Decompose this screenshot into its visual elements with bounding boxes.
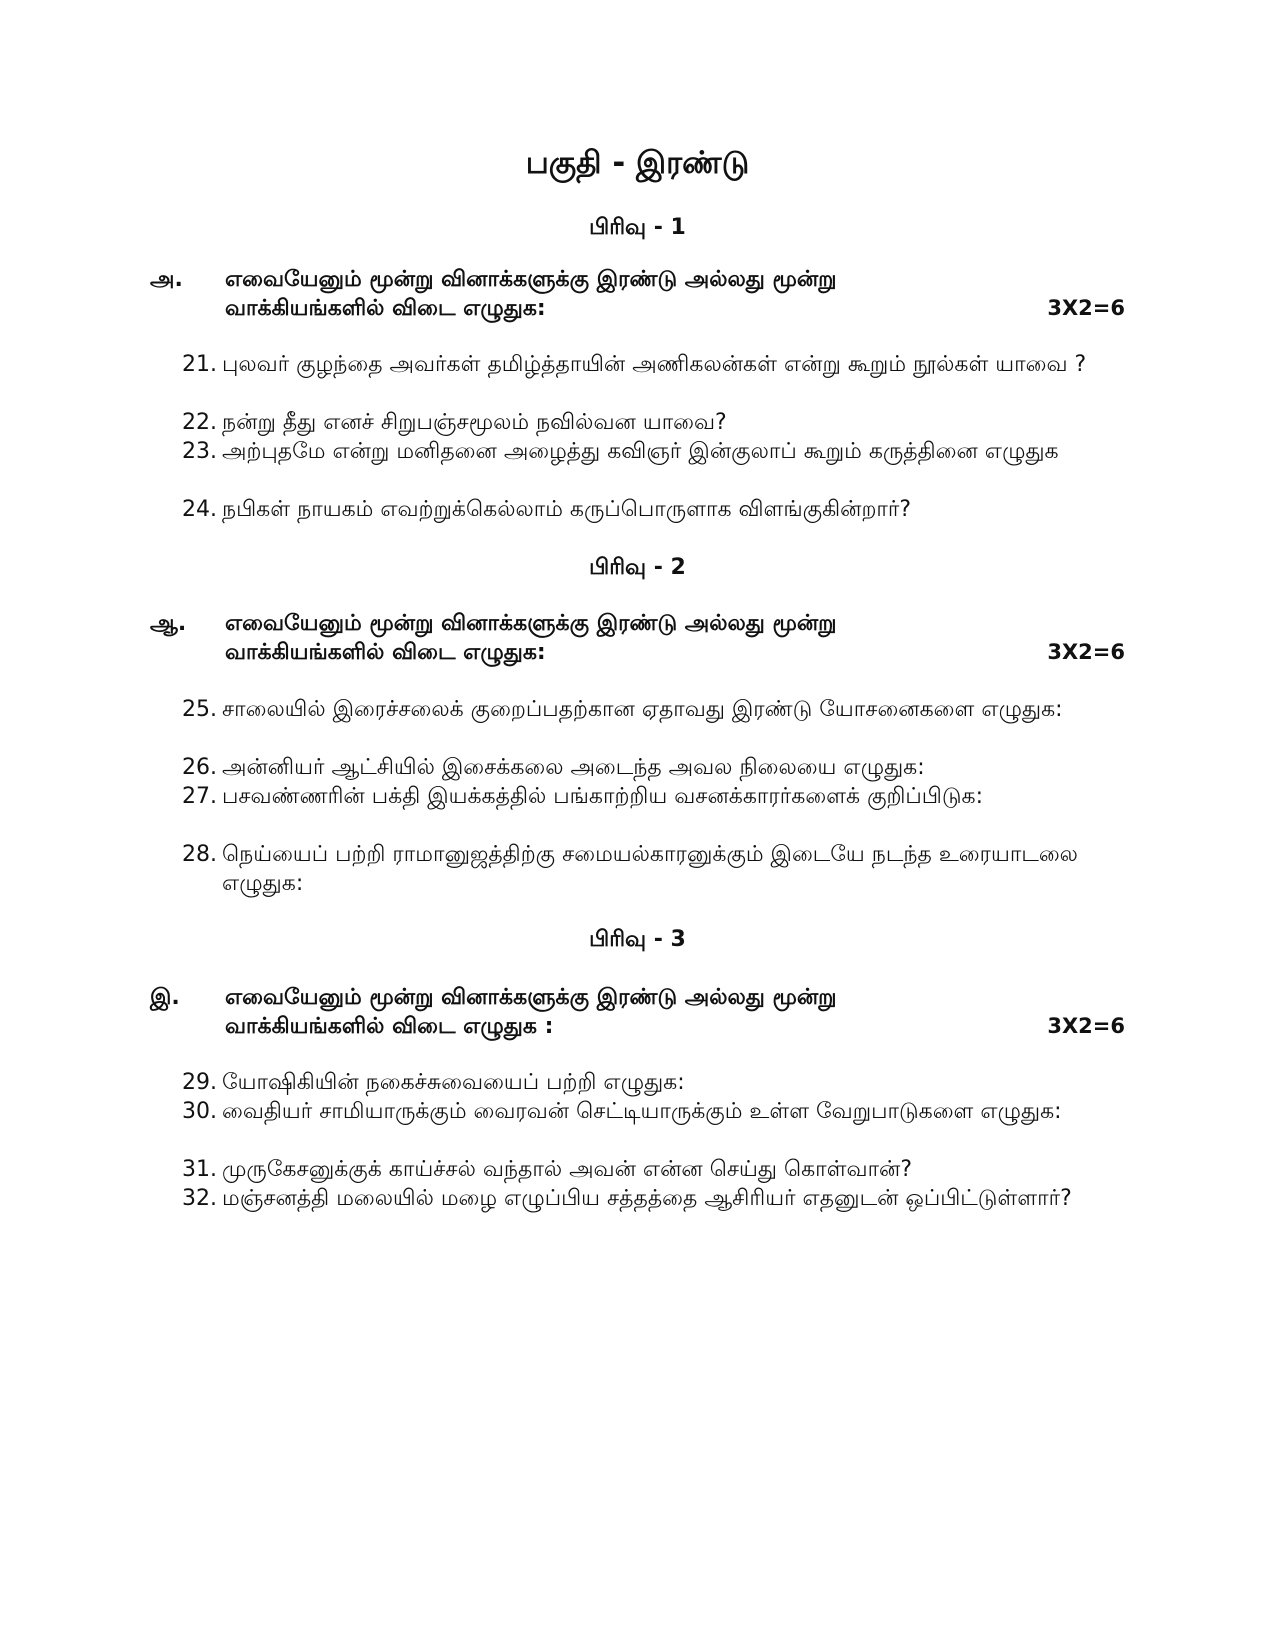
question-text: வைதியர் சாமியாருக்கும் வைரவன் செட்டியாருக்கும் உள்ள வேறுபாடுகளை எழுதுக: xyxy=(222,1099,1062,1124)
question-text: பசவண்ணரின் பக்தி இயக்கத்தில் பங்காற்றிய வசனக்காரர்களைக் குறிப்பிடுக: xyxy=(222,784,983,809)
section-1-instruction-line1: எவையேனும் மூன்று வினாக்களுக்கு இரண்டு அல்லது மூன்று xyxy=(225,267,837,292)
section-1-marks: 3X2=6 xyxy=(1047,296,1125,320)
question-text: யோஷிகியின் நகைச்சுவையைப் பற்றி எழுதுக: xyxy=(222,1070,685,1095)
section-1-instruction-line2: வாக்கியங்களில் விடை எழுதுக: xyxy=(225,296,546,321)
question-number: 21. xyxy=(182,352,217,377)
question-text: புலவர் குழந்தை அவர்கள் தமிழ்த்தாயின் அணிகலன்கள் என்று கூறும் நூல்கள் யாவை ? xyxy=(222,352,1087,377)
page-title: பகுதி - இரண்டு xyxy=(525,145,750,181)
section-2-letter: ஆ. xyxy=(150,611,187,636)
question-text: நன்று தீது எனச் சிறுபஞ்சமூலம் நவில்வன யாவை? xyxy=(222,410,727,435)
section-2-instruction-line2: வாக்கியங்களில் விடை எழுதுக: xyxy=(225,640,546,665)
question-text: நபிகள் நாயகம் எவற்றுக்கெல்லாம் கருப்பொருளாக விளங்குகின்றார்? xyxy=(222,497,912,522)
question-text: அன்னியர் ஆட்சியில் இசைக்கலை அடைந்த அவல நிலையை எழுதுக: xyxy=(222,755,925,780)
section-3-instruction-line2: வாக்கியங்களில் விடை எழுதுக : xyxy=(225,1014,554,1039)
section-2-heading: பிரிவு - 2 xyxy=(589,555,686,580)
question-number: 22. xyxy=(182,410,217,435)
question-number: 32. xyxy=(182,1186,217,1211)
question-text: நெய்யைப் பற்றி ராமானுஜத்திற்கு சமையல்காரனுக்கும் இடையே நடந்த உரையாடலை எழுதுக: xyxy=(222,842,1078,896)
question-text: அற்புதமே என்று மனிதனை அழைத்து கவிஞர் இன்குலாப் கூறும் கருத்தினை எழுதுக xyxy=(222,439,1059,464)
question-text: மஞ்சனத்தி மலையில் மழை எழுப்பிய சத்தத்தை ஆசிரியர் எதனுடன் ஒப்பிட்டுள்ளார்? xyxy=(222,1186,1072,1211)
section-2-instruction-line1: எவையேனும் மூன்று வினாக்களுக்கு இரண்டு அல்லது மூன்று xyxy=(225,611,837,636)
question-number: 25. xyxy=(182,697,217,722)
question-number: 27. xyxy=(182,784,217,809)
question-number: 26. xyxy=(182,755,217,780)
section-3-marks: 3X2=6 xyxy=(1047,1014,1125,1038)
question-text: முருகேசனுக்குக் காய்ச்சல் வந்தால் அவன் என்ன செய்து கொள்வான்? xyxy=(222,1157,913,1182)
section-3-heading: பிரிவு - 3 xyxy=(589,927,686,952)
section-1-heading: பிரிவு - 1 xyxy=(589,215,686,240)
section-3-instruction-line1: எவையேனும் மூன்று வினாக்களுக்கு இரண்டு அல்லது மூன்று xyxy=(225,985,837,1010)
question-number: 29. xyxy=(182,1070,217,1095)
section-2-marks: 3X2=6 xyxy=(1047,640,1125,664)
section-3-letter: இ. xyxy=(150,985,180,1010)
question-number: 30. xyxy=(182,1099,217,1124)
question-number: 31. xyxy=(182,1157,217,1182)
question-number: 28. xyxy=(182,842,217,867)
question-number: 24. xyxy=(182,497,217,522)
section-1-letter: அ. xyxy=(150,267,183,292)
question-text: சாலையில் இரைச்சலைக் குறைப்பதற்கான ஏதாவது இரண்டு யோசனைகளை எழுதுக: xyxy=(222,697,1063,722)
question-number: 23. xyxy=(182,439,217,464)
